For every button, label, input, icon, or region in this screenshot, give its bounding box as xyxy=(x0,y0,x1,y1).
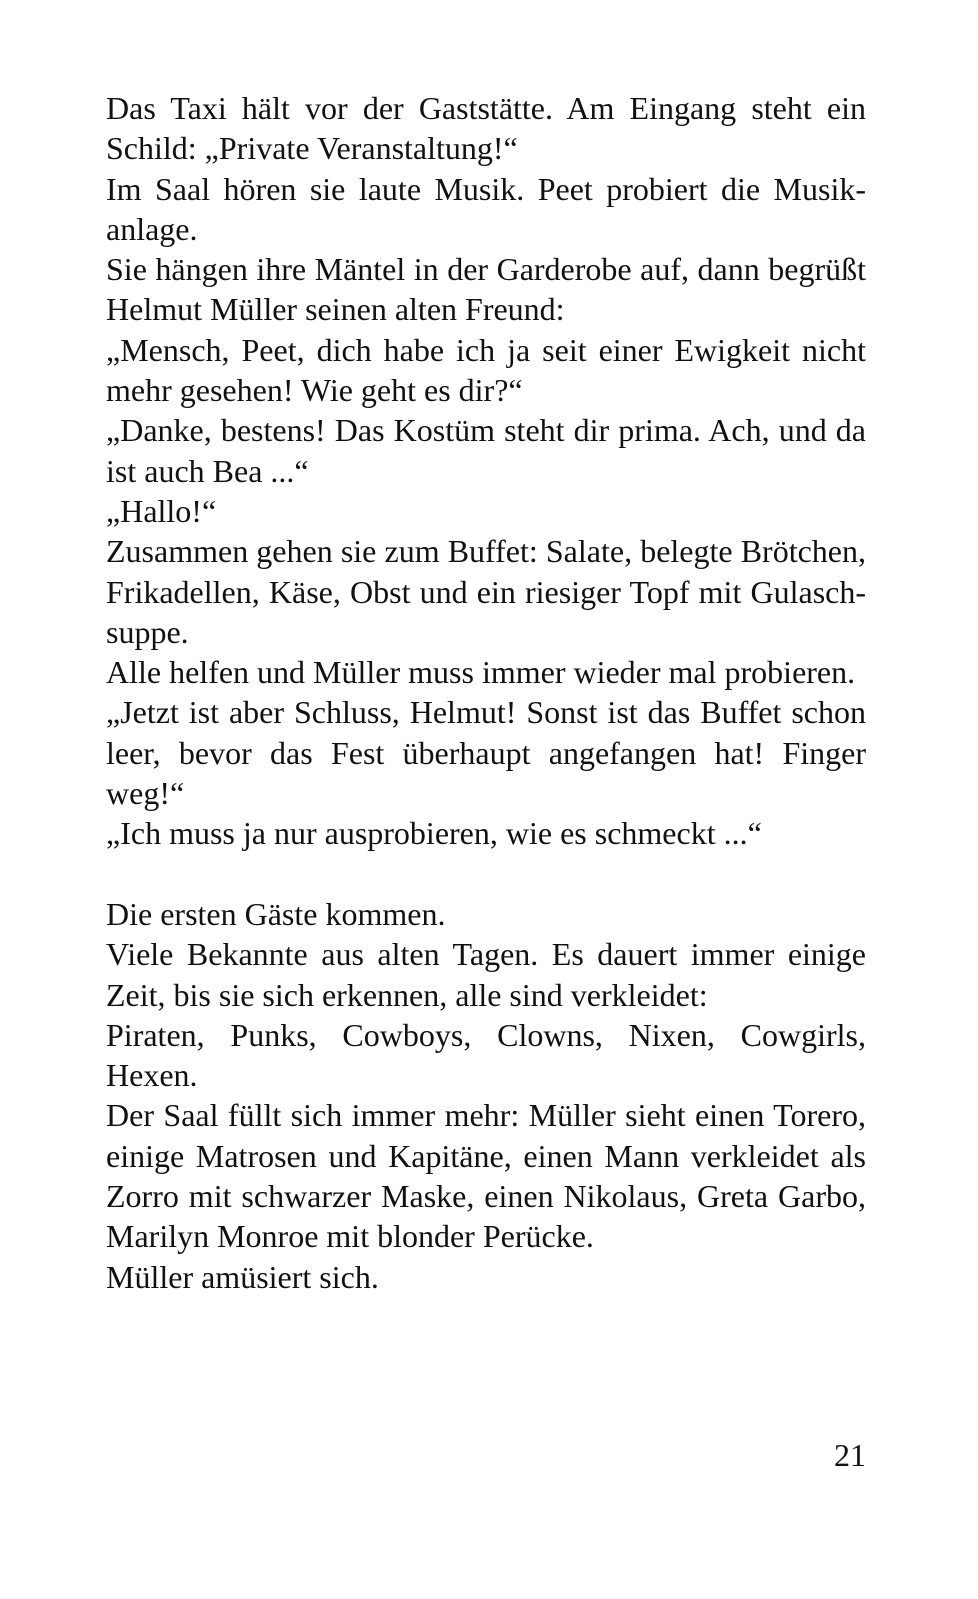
paragraph: Viele Bekannte aus alten Tagen. Es dauert immer einige Zeit, bis sie sich erkennen, alle sind verkleidet: xyxy=(106,936,866,1013)
paragraph: Im Saal hören sie laute Musik. Peet probiert die Musik-anlage. xyxy=(106,170,866,247)
page-number: 21 xyxy=(834,1437,866,1473)
paragraph: Zusammen gehen sie zum Buffet: Salate, belegte Brötchen, Frikadellen, Käse, Obst und ein riesiger Topf mit Gulasch-suppe. xyxy=(106,533,866,650)
body-text xyxy=(106,88,866,1297)
paragraph: Das Taxi hält vor der Gaststätte. Am Eingang steht ein Schild: „Private Veranstaltung!“ xyxy=(106,90,866,167)
paragraph: Alle helfen und Müller muss immer wieder mal probieren. xyxy=(106,654,856,691)
paragraph: „Danke, bestens! Das Kostüm steht dir prima. Ach, und da ist auch Bea ...“ xyxy=(106,412,866,489)
paragraph: „Mensch, Peet, dich habe ich ja seit einer Ewigkeit nicht mehr gesehen! Wie geht es dir?“ xyxy=(106,331,866,409)
paragraph: Piraten, Punks, Cowboys, Clowns, Nixen, Cowgirls, Hexen. xyxy=(106,1016,866,1094)
paragraph: „Hallo!“ xyxy=(106,492,217,529)
paragraph: Die ersten Gäste kommen. xyxy=(106,895,446,932)
paragraph: „Jetzt ist aber Schluss, Helmut! Sonst ist das Buffet schon leer, bevor das Fest überhaupt angefangen hat! Finger weg!“ xyxy=(106,694,866,812)
paragraph: Müller amüsiert sich. xyxy=(106,1258,379,1295)
paragraph: Sie hängen ihre Mäntel in der Garderobe auf, dann begrüßt Helmut Müller seinen alten Freund: xyxy=(106,251,866,328)
paragraph: Der Saal füllt sich immer mehr: Müller sieht einen Torero, einige Matrosen und Kapitäne, einen Mann verkleidet als Zorro mit schwarzer Maske, einen Nikolaus, Greta Garbo, Marilyn Monroe mit blonder Perücke. xyxy=(106,1097,866,1255)
paragraph: „Ich muss ja nur ausprobieren, wie es schmeckt ...“ xyxy=(106,815,762,852)
section-break xyxy=(106,854,866,894)
